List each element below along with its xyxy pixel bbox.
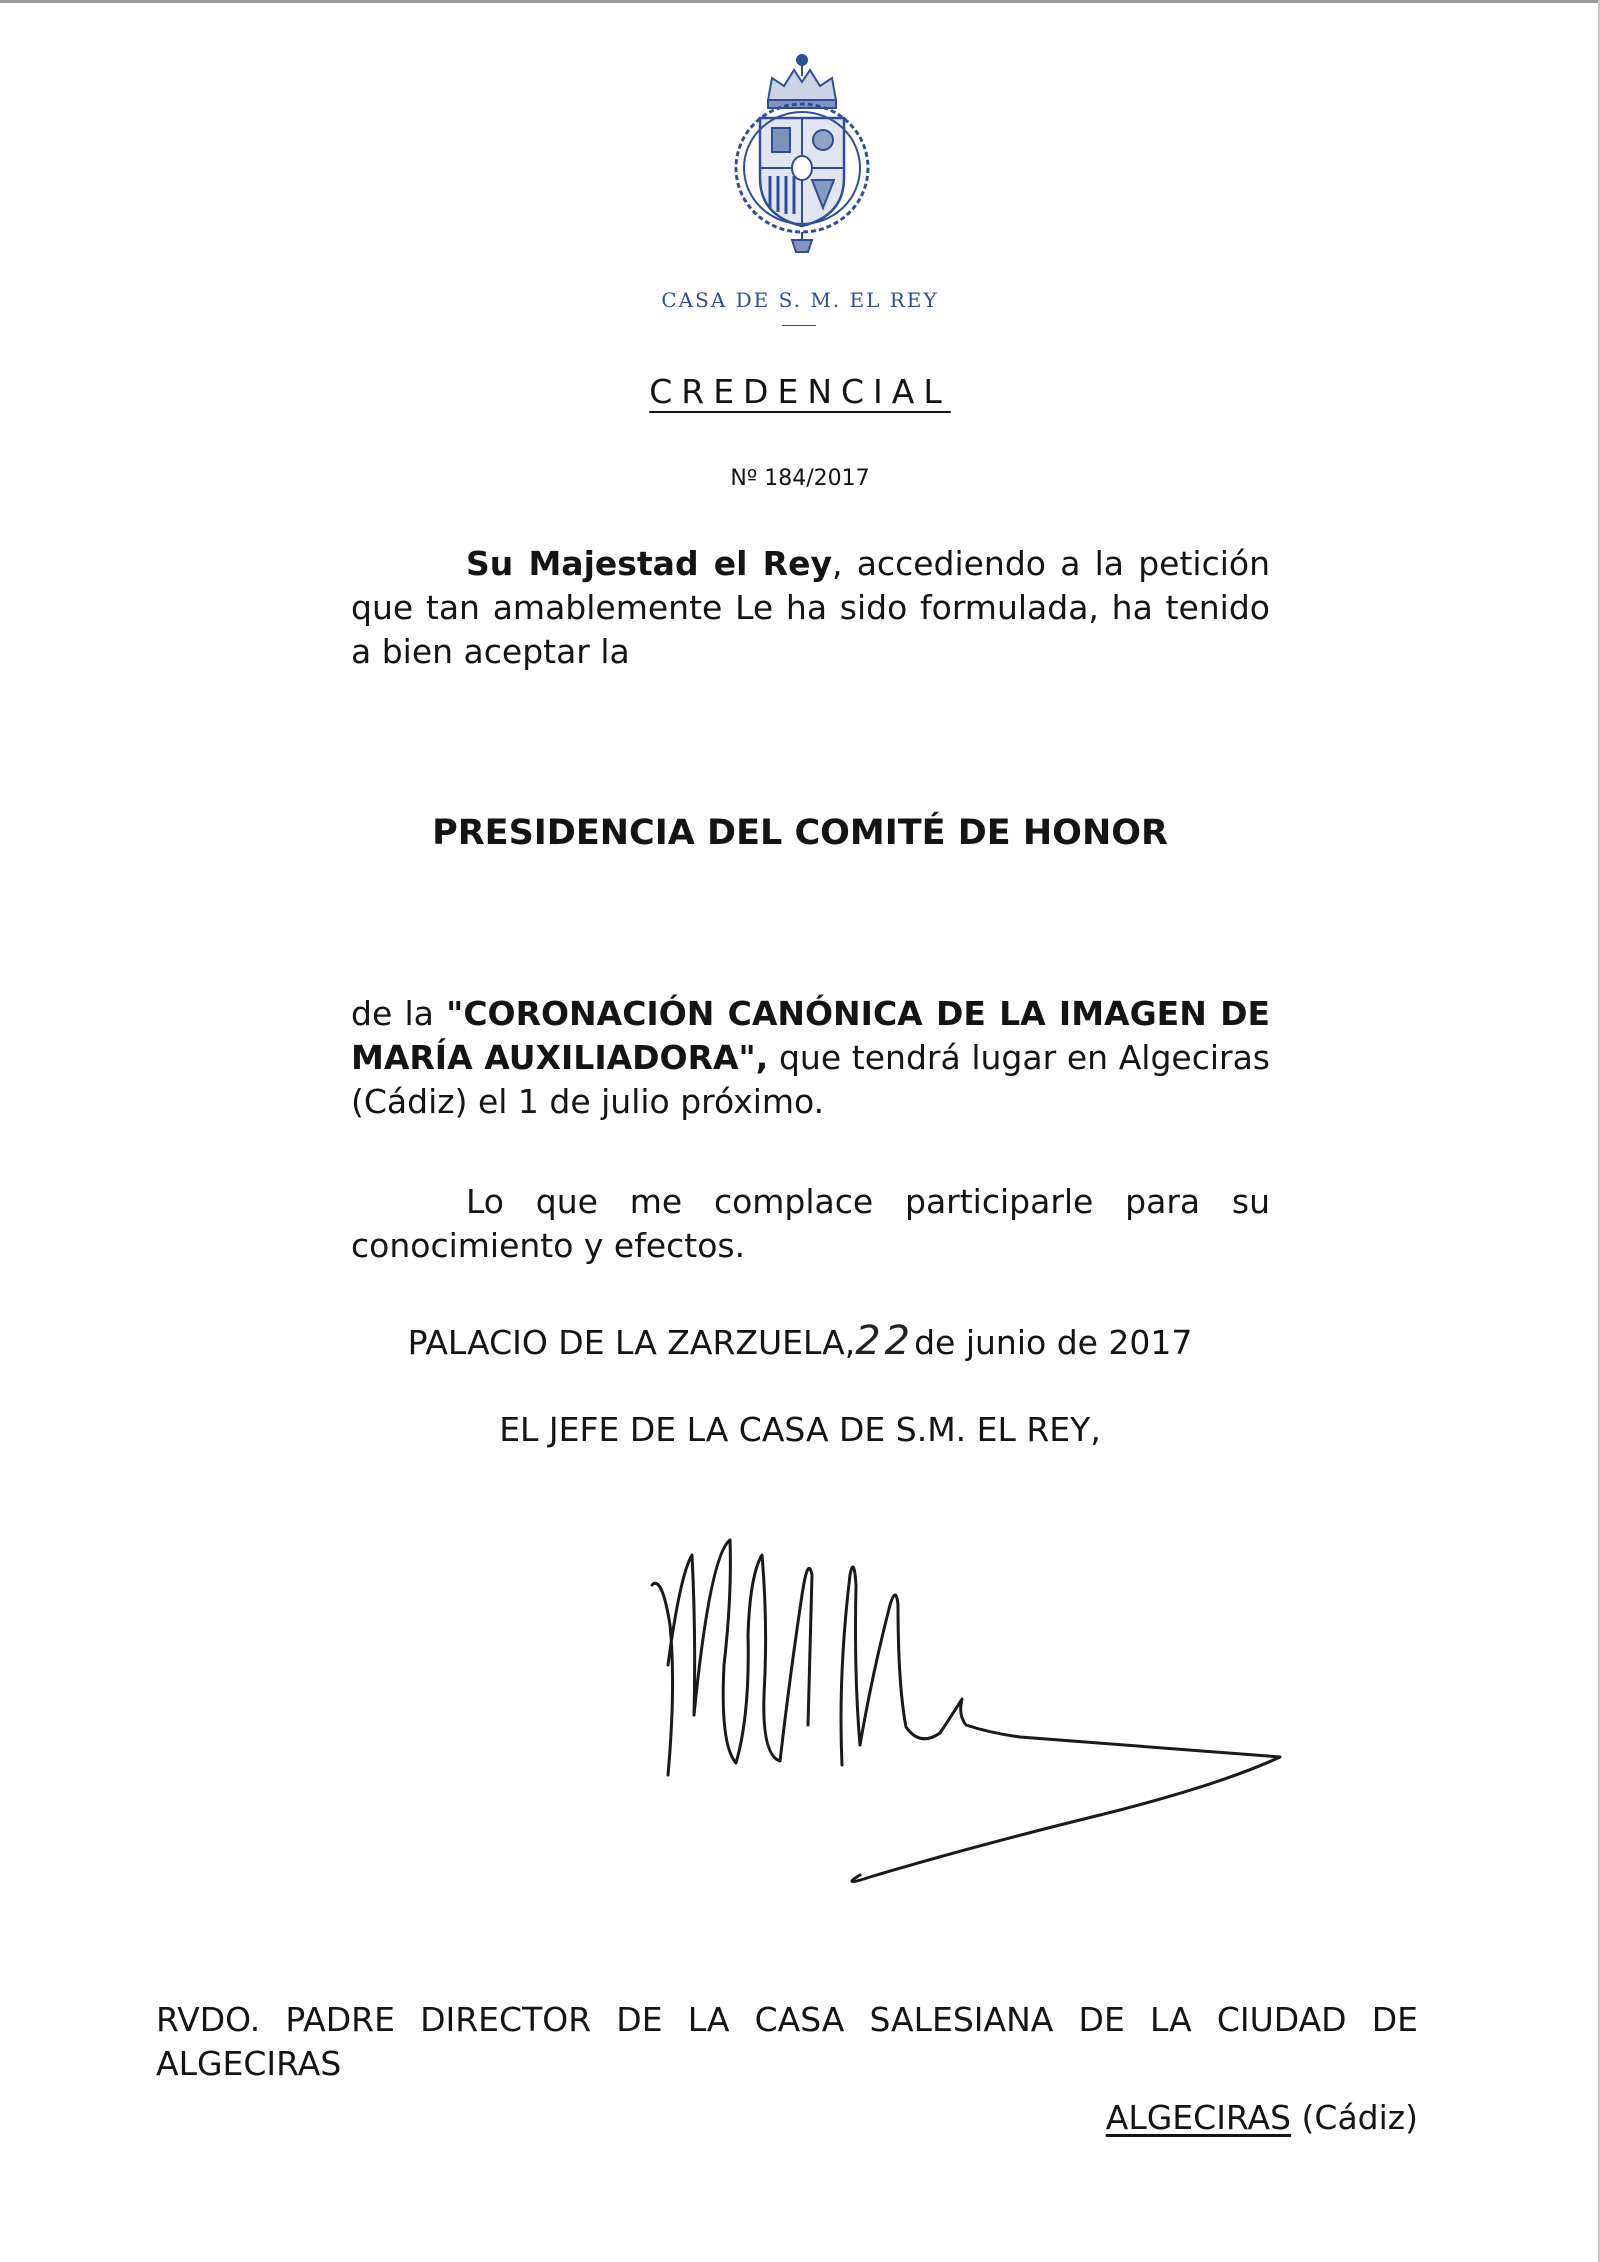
addressee-province: (Cádiz): [1291, 2098, 1418, 2137]
event-name: "CORONACIÓN CANÓNICA DE LA IMAGEN DE MARÍA AUXILIADORA",: [351, 994, 1270, 1077]
event-paragraph: [351, 992, 1270, 1124]
addressee-city: ALGECIRAS: [1105, 2098, 1292, 2137]
closing-paragraph: [351, 1180, 1270, 1268]
dateline-date: de junio de 2017: [914, 1323, 1193, 1362]
dateline: [0, 1318, 1600, 1364]
event-details: que tendrá lugar en Algeciras (Cádiz) el 1 de julio próximo.: [351, 1038, 1271, 1121]
document-number: Nº 184/2017: [730, 466, 870, 491]
scan-edge-top: [0, 0, 1600, 3]
intro-text: , accediendo a la petición que tan amablemente Le ha sido formulada, ha tenido a bien aceptar la: [351, 544, 1270, 671]
issuer-divider: [782, 325, 816, 326]
issuer-name: CASA DE S. M. EL REY: [661, 288, 939, 312]
document-title: [0, 372, 1600, 411]
handwritten-signature: [640, 1515, 1360, 1935]
royal-coat-of-arms-icon: [722, 48, 882, 258]
honor-heading: PRESIDENCIA DEL COMITÉ DE HONOR: [432, 813, 1168, 853]
addressee-location: [1106, 2098, 1418, 2137]
document-title-text: CREDENCIAL: [649, 372, 951, 411]
signatory-title: EL JEFE DE LA CASA DE S.M. EL REY,: [499, 1410, 1101, 1449]
closing-text: Lo que me complace participarle para su conocimiento y efectos.: [351, 1182, 1270, 1265]
dateline-day-handwritten: 22: [855, 1318, 915, 1364]
event-prefix: de la: [351, 994, 447, 1033]
intro-paragraph: [351, 542, 1270, 674]
dateline-place: PALACIO DE LA ZARZUELA,: [407, 1323, 856, 1362]
intro-bold: Su Majestad el Rey: [466, 544, 832, 583]
addressee: RVDO. PADRE DIRECTOR DE LA CASA SALESIANA DE LA CIUDAD DE ALGECIRAS: [156, 2000, 1418, 2083]
